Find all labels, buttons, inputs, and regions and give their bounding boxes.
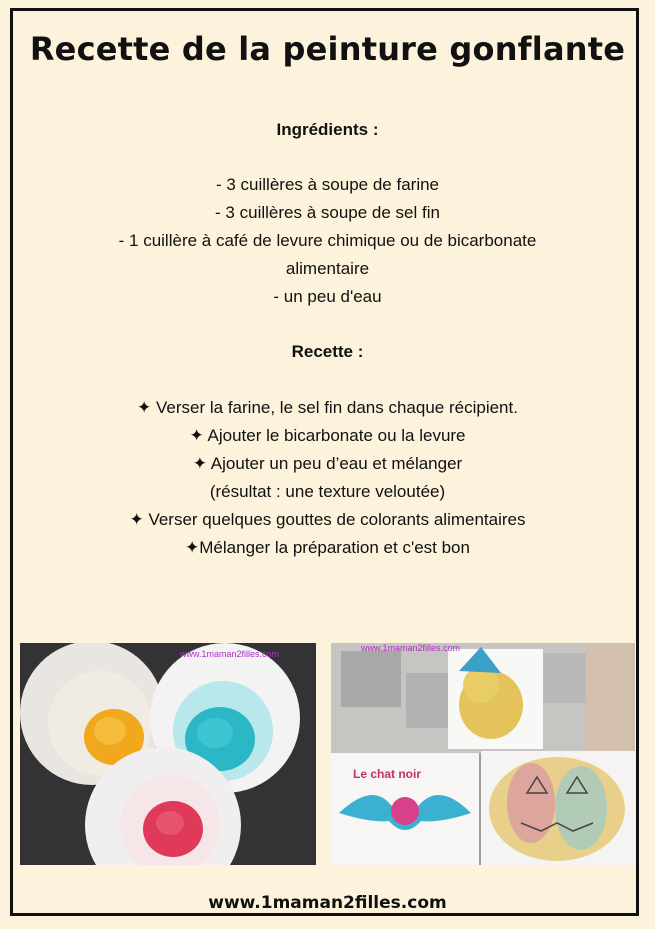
ingredient-line: - 3 cuillères à soupe de sel fin (215, 203, 440, 222)
photo-paint-cups (20, 643, 316, 865)
drawing-caption: Le chat noir (353, 767, 422, 781)
recipe-step: (résultat : une texture veloutée) (209, 482, 446, 501)
right-photo-watermark: www.1maman2filles.com (361, 643, 461, 653)
left-photo-watermark: www.1maman2filles.com (180, 649, 280, 659)
footer-website: www.1maman2filles.com (208, 893, 447, 913)
ingredients-heading: Ingrédients : (276, 120, 379, 139)
ingredient-line: - 3 cuillères à soupe de farine (215, 175, 440, 194)
recipe-step: ✦ Verser la farine, le sel fin dans chaque récipient. (137, 398, 518, 417)
ingredient-line: - un peu d'eau (273, 287, 382, 306)
ingredient-line: - 1 cuillère à café de levure chimique ou de bicarbonate (118, 231, 537, 250)
page-title: Recette de la peinture gonflante (29, 30, 626, 68)
recipe-heading: Recette : (291, 342, 364, 361)
photo-colored-drawings (331, 643, 635, 865)
recipe-step: ✦Mélanger la préparation et c'est bon (185, 538, 470, 557)
ingredient-line: alimentaire (285, 259, 370, 278)
recipe-step: ✦ Ajouter un peu d’eau et mélanger (192, 454, 463, 473)
recipe-step: ✦ Verser quelques gouttes de colorants alimentaires (129, 510, 526, 529)
recipe-step: ✦ Ajouter le bicarbonate ou la levure (189, 426, 466, 445)
